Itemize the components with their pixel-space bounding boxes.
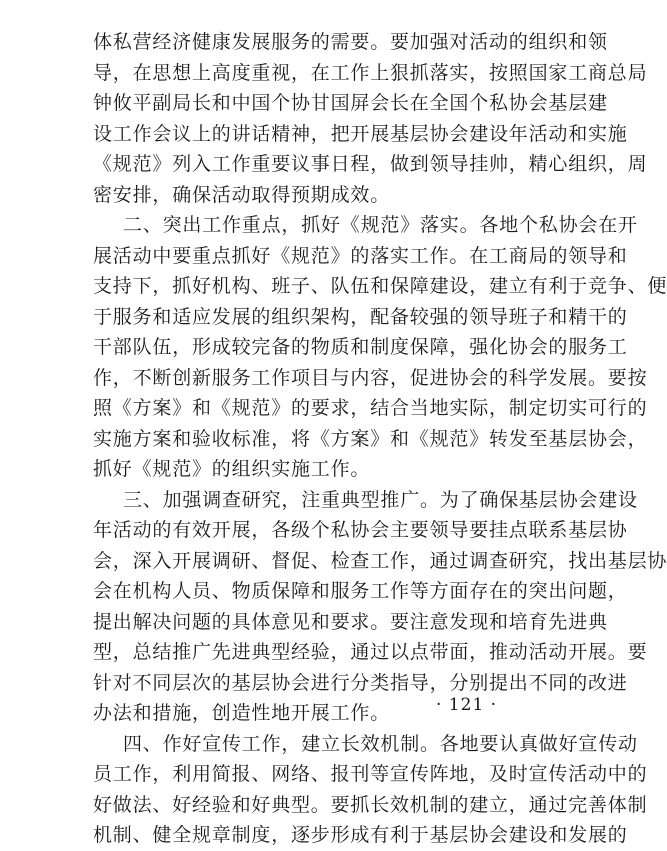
text-line: 会在机构人员、物质保障和服务工作等方面存在的突出问题，: [93, 580, 628, 602]
page-number: · 121 ·: [436, 695, 498, 715]
text-line: 年活动的有效开展，各级个私协会主要领导要挂点联系基层协: [93, 519, 628, 541]
text-line: 办法和措施，创造性地开展工作。: [93, 702, 391, 724]
text-line: 作，不断创新服务工作项目与内容，促进协会的科学发展。要按: [93, 366, 648, 389]
text-line: 抓好《规范》的组织实施工作。: [93, 458, 371, 480]
text-line: 型，总结推广先进典型经验，通过以点带面，推动活动开展。要: [93, 641, 648, 663]
text-line: 会，深入开展调研、督促、检查工作，通过调查研究，找出基层协: [93, 549, 667, 572]
text-line: 密安排，确保活动取得预期成效。: [93, 183, 391, 206]
text-line: 好做法、好经验和好典型。要抓长效机制的建立，通过完善体制: [93, 793, 648, 816]
text-line: 照《方案》和《规范》的要求，结合当地实际，制定切实可行的: [93, 397, 648, 419]
text-line: 支持下，抓好机构、班子、队伍和保障建设，建立有利于竞争、便: [93, 275, 667, 297]
text-line: 体私营经济健康发展服务的需要。要加强对活动的组织和领: [93, 31, 608, 53]
text-line: 提出解决问题的具体意见和要求。要注意发现和培育先进典: [93, 610, 608, 633]
section-heading-line: 二、突出工作重点，抓好《规范》落实。各地个私协会在开: [123, 214, 638, 236]
text-line: 员工作，利用简报、网络、报刊等宣传阵地，及时宣传活动中的: [93, 763, 648, 785]
text-line: 干部队伍，形成较完备的物质和制度保障，强化协会的服务工: [93, 336, 628, 358]
text-line: 展活动中要重点抓好《规范》的落实工作。在工商局的领导和: [93, 244, 628, 267]
text-line: 导，在思想上高度重视，在工作上狠抓落实，按照国家工商总局: [93, 61, 648, 84]
text-line: 机制、健全规章制度，逐步形成有利于基层协会建设和发展的: [93, 824, 628, 846]
section-heading-line: 四、作好宣传工作，建立长效机制。各地要认真做好宣传动: [123, 732, 638, 755]
text-line: 于服务和适应发展的组织架构，配备较强的领导班子和精干的: [93, 305, 628, 328]
text-line: 《规范》列入工作重要议事日程，做到领导挂帅，精心组织，周: [93, 153, 648, 175]
section-heading-line: 三、加强调查研究，注重典型推广。为了确保基层协会建设: [123, 488, 638, 511]
text-line: 实施方案和验收标准，将《方案》和《规范》转发至基层协会，: [93, 427, 648, 450]
text-line: 设工作会议上的讲话精神，把开展基层协会建设年活动和实施: [93, 122, 628, 145]
text-line: 钟攸平副局长和中国个协甘国屏会长在全国个私协会基层建: [93, 92, 608, 114]
body-text: [93, 27, 667, 851]
text-line: 针对不同层次的基层协会进行分类指导，分别提出不同的改进: [93, 671, 628, 694]
